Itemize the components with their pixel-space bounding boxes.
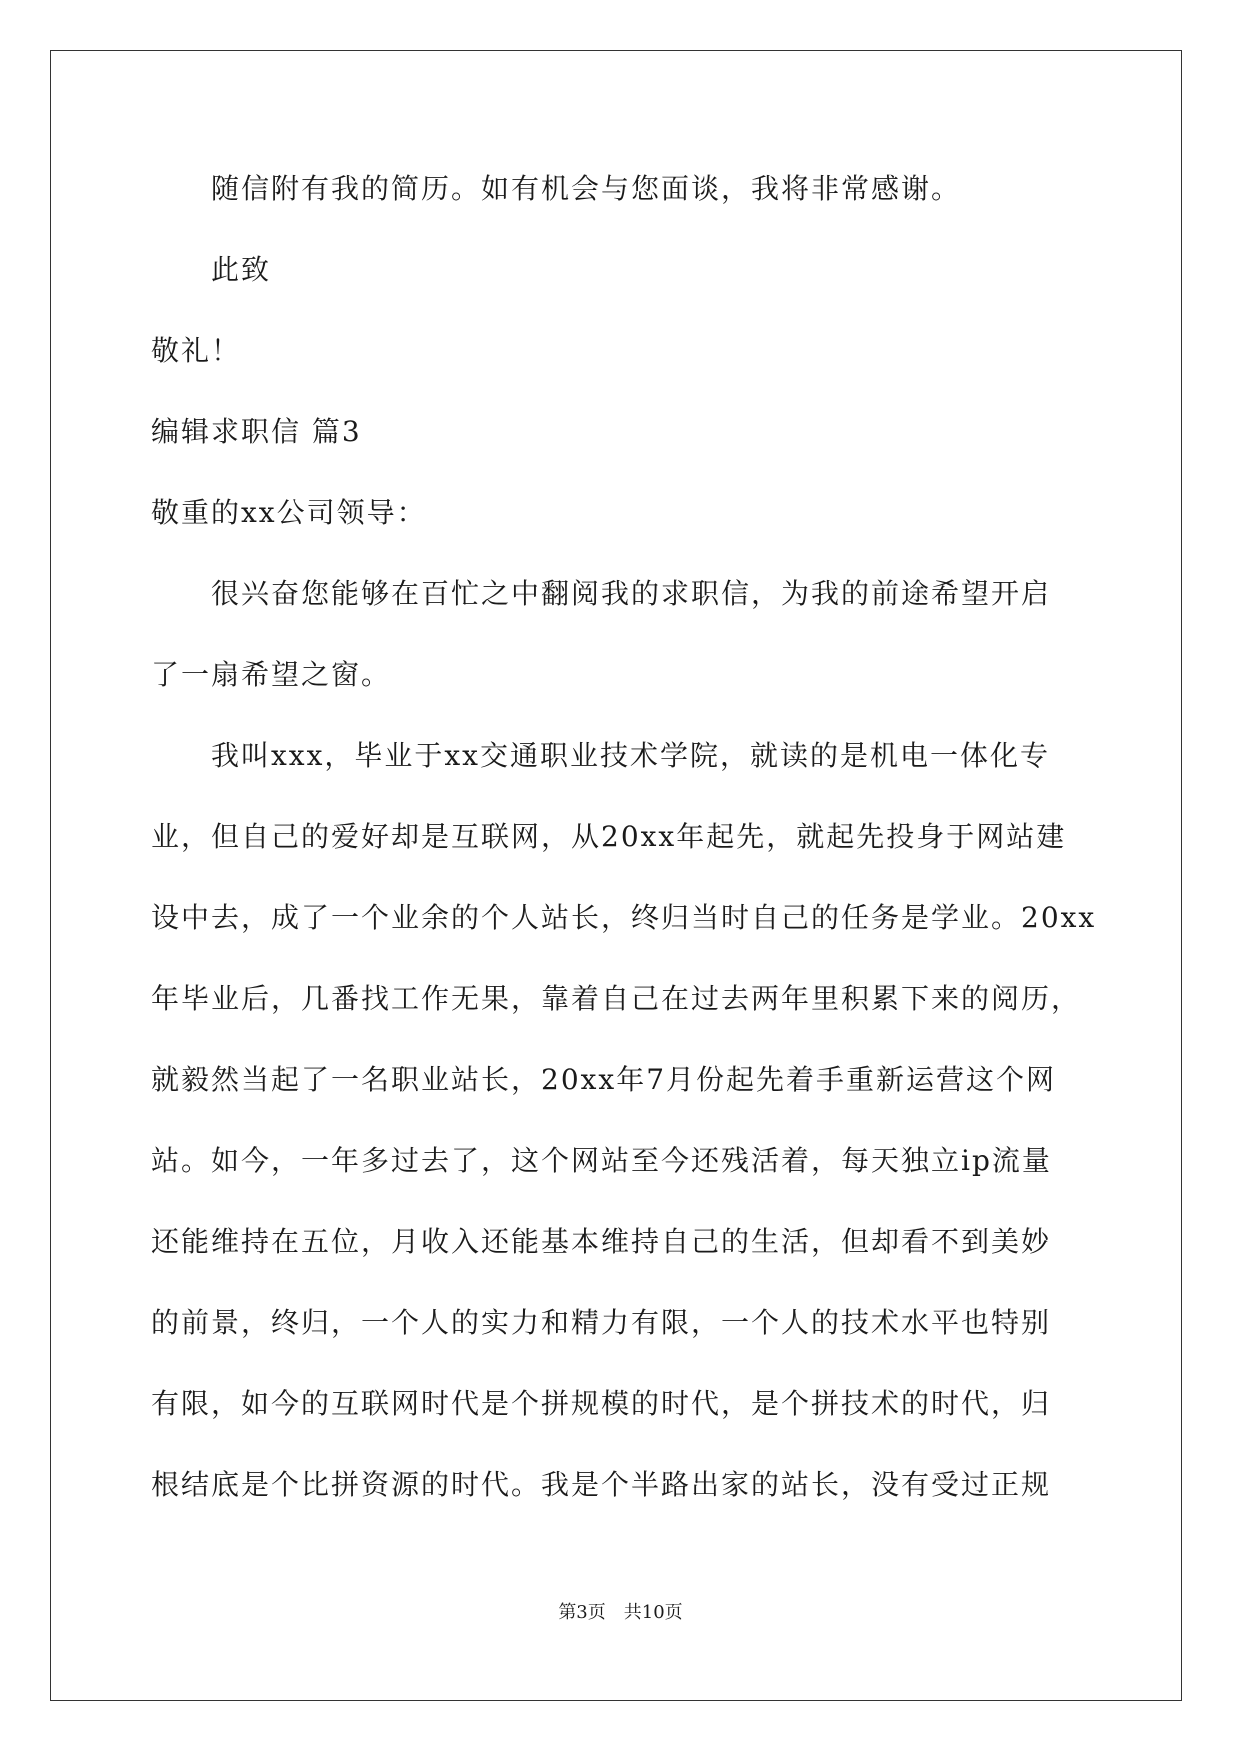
paragraph-line: 根结底是个比拼资源的时代。我是个半路出家的站长，没有受过正规: [151, 1468, 1052, 1501]
page-number: 第3页: [558, 1602, 606, 1623]
paragraph-line: 有限，如今的互联网时代是个拼规模的时代，是个拼技术的时代，归: [151, 1387, 1052, 1420]
section-heading: 编辑求职信 篇3: [151, 415, 362, 448]
paragraph-line: 此致: [151, 253, 272, 286]
page-footer: [0, 1601, 1241, 1625]
paragraph-line: 随信附有我的简历。如有机会与您面谈，我将非常感谢。: [151, 172, 962, 205]
paragraph-line: 还能维持在五位，月收入还能基本维持自己的生活，但却看不到美妙: [151, 1225, 1052, 1258]
paragraph-line: 设中去，成了一个业余的个人站长，终归当时自己的任务是学业。20xx: [151, 901, 1097, 934]
paragraph-line: 了一扇希望之窗。: [151, 658, 392, 691]
paragraph-line: 敬礼！: [151, 334, 242, 367]
paragraph-line: 年毕业后，几番找工作无果，靠着自己在过去两年里积累下来的阅历，: [151, 982, 1082, 1015]
paragraph-line: 业，但自己的爱好却是互联网，从20xx年起先，就起先投身于网站建: [151, 820, 1067, 853]
paragraph-line: 站。如今，一年多过去了，这个网站至今还残活着，每天独立ip流量: [151, 1144, 1052, 1177]
page-total: 共10页: [623, 1602, 683, 1623]
salutation: 敬重的xx公司领导：: [151, 496, 427, 529]
paragraph-line: 很兴奋您能够在百忙之中翻阅我的求职信，为我的前途希望开启: [151, 577, 1052, 610]
page-border: [50, 50, 1182, 1701]
paragraph-line: 就毅然当起了一名职业站长，20xx年7月份起先着手重新运营这个网: [151, 1063, 1057, 1096]
paragraph-line: 我叫xxx，毕业于xx交通职业技术学院，就读的是机电一体化专: [151, 739, 1050, 772]
paragraph-line: 的前景，终归，一个人的实力和精力有限，一个人的技术水平也特别: [151, 1306, 1052, 1339]
